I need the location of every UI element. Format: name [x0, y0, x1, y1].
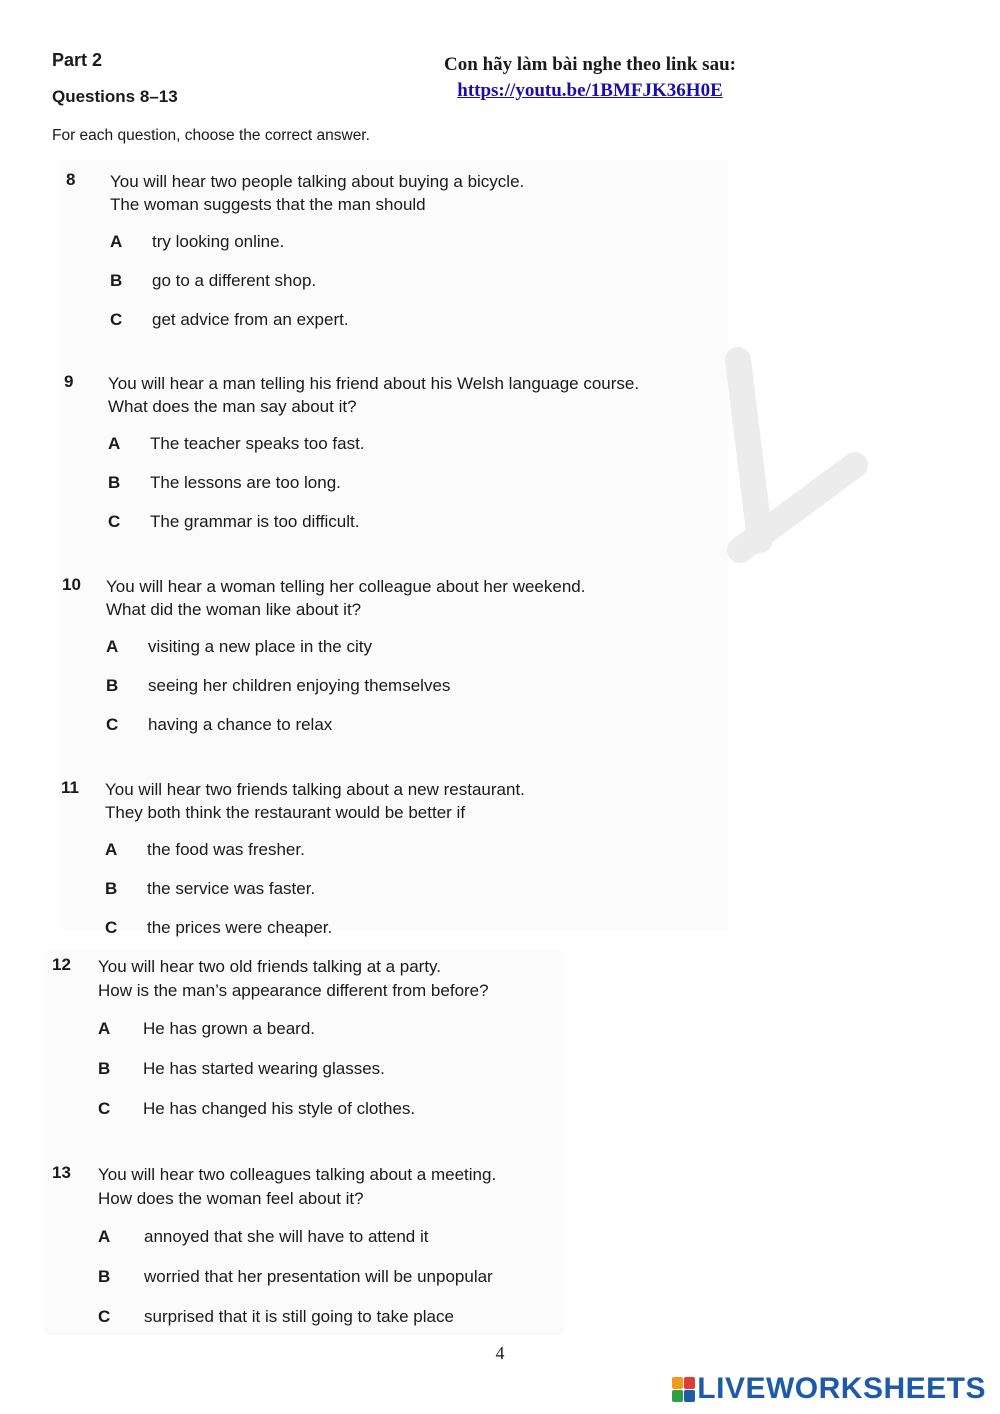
option-letter: A [98, 1019, 111, 1038]
question-number: 12 [52, 955, 71, 974]
question-line-2: What did the woman like about it? [106, 600, 362, 619]
instructions: For each question, choose the correct answer. [52, 127, 370, 144]
option-letter: C [105, 918, 118, 937]
option-text: the prices were cheaper. [147, 918, 333, 937]
option-text: the food was fresher. [147, 840, 305, 859]
option-letter: C [108, 512, 121, 531]
option-text: annoyed that she will have to attend it [144, 1227, 429, 1246]
part-title: Part 2 [52, 50, 103, 70]
option-text: He has grown a beard. [143, 1019, 315, 1038]
option-letter: C [106, 715, 119, 734]
option-text: worried that her presentation will be unpopular [144, 1267, 493, 1286]
option-letter: C [98, 1099, 111, 1118]
option-letter: B [105, 879, 118, 898]
option-text: He has changed his style of clothes. [143, 1099, 416, 1118]
option-letter: A [105, 840, 118, 859]
liveworksheets-logo-text: LIVEWORKSHEETS [697, 1372, 986, 1405]
watermark-shape [720, 340, 880, 590]
link-prompt: Con hãy làm bài nghe theo link sau: [444, 54, 736, 75]
option-letter: A [110, 232, 123, 251]
option-text: The lessons are too long. [150, 473, 341, 492]
question-line-2: What does the man say about it? [108, 397, 357, 416]
option-letter: C [110, 310, 123, 329]
option-text: try looking online. [152, 232, 285, 251]
option-letter: C [98, 1307, 111, 1326]
option-text: go to a different shop. [152, 271, 317, 290]
link-header [430, 52, 750, 104]
option-text: get advice from an expert. [152, 310, 349, 329]
question-number: 13 [52, 1163, 71, 1182]
question-line-1: You will hear two friends talking about a new restaurant. [105, 780, 525, 799]
option-letter: B [108, 473, 121, 492]
question-line-2: How does the woman feel about it? [98, 1189, 364, 1208]
question-line-2: How is the man’s appearance different from before? [98, 981, 489, 1000]
option-text: The teacher speaks too fast. [150, 434, 365, 453]
liveworksheets-logo-icon [672, 1377, 694, 1401]
option-text: the service was faster. [147, 879, 316, 898]
option-letter: B [98, 1059, 111, 1078]
question-text [110, 170, 524, 216]
question-line-1: You will hear a man telling his friend about his Welsh language course. [108, 374, 640, 393]
option-text: The grammar is too difficult. [150, 512, 360, 531]
question-line-2: They both think the restaurant would be better if [105, 803, 466, 822]
question-text [105, 778, 525, 824]
option-letter: B [110, 271, 123, 290]
option-letter: B [98, 1267, 111, 1286]
liveworksheets-logo[interactable] [672, 1372, 986, 1406]
questions-range: Questions 8–13 [52, 87, 178, 106]
question-line-1: You will hear two colleagues talking about a meeting. [98, 1165, 497, 1184]
question-number: 9 [64, 372, 74, 391]
option-letter: A [98, 1227, 111, 1246]
question-text [106, 575, 585, 621]
option-text: He has started wearing glasses. [143, 1059, 385, 1078]
question-text [108, 372, 639, 418]
question-line-1: You will hear two people talking about buying a bicycle. [110, 172, 525, 191]
option-text: seeing her children enjoying themselves [148, 676, 451, 695]
option-letter: A [106, 637, 119, 656]
option-letter: B [106, 676, 119, 695]
question-text [98, 1163, 496, 1211]
question-line-1: You will hear two old friends talking at a party. [98, 957, 442, 976]
option-letter: A [108, 434, 121, 453]
page-number: 4 [495, 1343, 505, 1363]
option-text: having a chance to relax [148, 715, 333, 734]
question-number: 11 [61, 778, 79, 797]
question-line-2: The woman suggests that the man should [110, 195, 426, 214]
question-text [98, 955, 489, 1003]
option-text: surprised that it is still going to take place [144, 1307, 454, 1326]
question-number: 8 [66, 170, 76, 189]
question-line-1: You will hear a woman telling her colleague about her weekend. [106, 577, 586, 596]
option-text: visiting a new place in the city [148, 637, 372, 656]
youtube-link[interactable]: https://youtu.be/1BMFJK36H0E [457, 80, 723, 101]
question-number: 10 [62, 575, 81, 594]
